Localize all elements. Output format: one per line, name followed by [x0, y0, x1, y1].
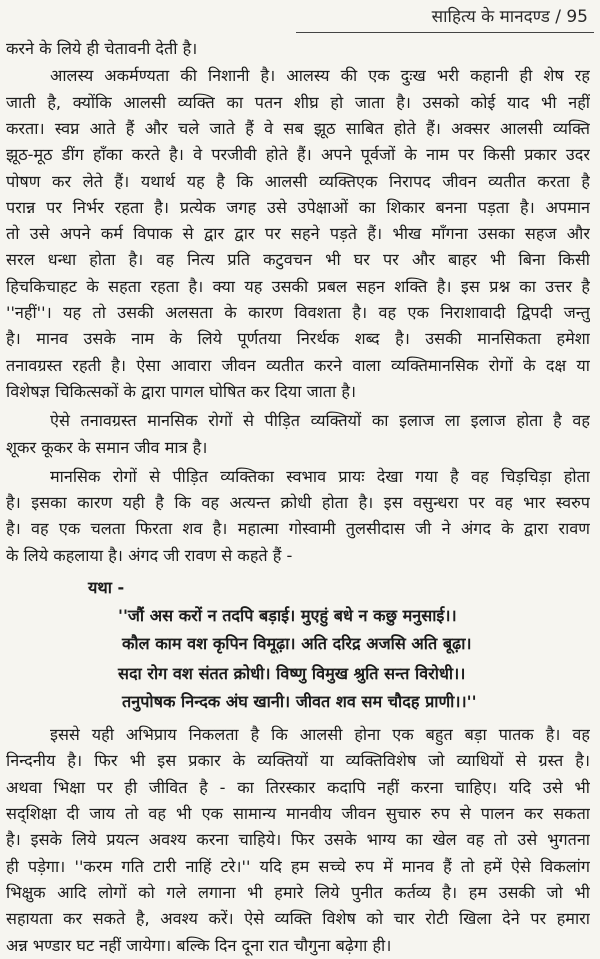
yatha-label: यथा - [88, 577, 125, 597]
text-line: पोषण कर लेते हैं। यथार्थ यह है कि आलसी व्यक्तिएक निरापद जीवन व्यतीत करता है [6, 171, 590, 191]
text-line: सहायता कर सकते है, अवश्य करें। ऐसे व्यक्ति विशेष को चार रोटी खिला देने पर हमारा [6, 909, 590, 929]
text-line: सद्शिक्षा दी जाय तो वह भी एक सामान्य मानवीय जीवन सुचारु रुप से पालन कर सकता [6, 804, 590, 824]
text-line: है। इसके लिये प्रयत्न अवश्य करना चाहिये। फिर उसके भाग्य का खेल वह तो उसे भुगतना [6, 830, 590, 850]
text-line: झूठ-मूठ डींग हाँका करते है। वे परजीवी होते हैं। अपने पूर्वजों के नाम पर किसी प्रकार उदर [6, 145, 590, 165]
text-line: है। इसका कारण यही है कि वह अत्यन्त क्रोधी होता है। इस वसुन्धरा पर वह भार स्वरुप [6, 493, 590, 513]
text-line: ऐसे तनावग्रस्त मानसिक रोगों से पीड़ित व्यक्तियों का इलाज ला इलाज होता है वह [50, 411, 590, 431]
verse-line: सदा रोग वश संतत क्रोधी। विष्णु विमुख श्रुति सन्त विरोधी।। [118, 663, 466, 683]
text-line: के लिये कहलाया है। अंगद जी रावण से कहते हैं - [6, 545, 293, 565]
text-line: ''नहीं''। यह तो उसकी अलसता के कारण विवशता है। वह एक निराशावादी द्विपदी जन्तु [6, 303, 590, 323]
text-line: शूकर कूकर के समान जीव मात्र है। [6, 437, 208, 457]
text-line: करने के लिये ही चेतावनी देती है। [6, 39, 198, 58]
text-line: भिक्षुक आदि लोगों को गले लगाना भी हमारे लिये पुनीत कर्तव्य है। हम उसकी जो भी [6, 883, 590, 903]
text-line: सरल धन्धा होता है। वह नित्य प्रति कटुवचन भी घर पर और बाहर भी बिना किसी [6, 250, 590, 270]
text-line: है। वह एक चलता फिरता शव है। महात्मा गोस्वामी तुलसीदास जी ने अंगद के द्वारा रावण [6, 519, 590, 539]
text-line: विशेषज्ञ चिकित्सकों के द्वारा पागल घोषित कर दिया जाता है। [6, 382, 357, 402]
header-rule [296, 32, 594, 33]
running-header: साहित्य के मानदण्ड / 95 [431, 7, 588, 27]
text-line: परान्न पर निर्भर रहता है। प्रत्येक जगह उसे उपेक्षाओं का शिकार बनना पड़ता है। अपमान [6, 197, 590, 217]
text-line: ही पड़ेगा। ''करम गति टारी नाहिं टरे।'' यदि हम सच्चे रुप में मानव हैं तो हमें ऐसे विकलांग [6, 856, 590, 876]
text-line: अन्न भण्डार घट नहीं जायेगा। बल्कि दिन दूना रात चौगुना बढ़ेगा ही। [6, 935, 392, 955]
text-line: तो उसे अपने कर्म विपाक से द्वार द्वार पर सहने पड़ते हैं। भीख माँगना उसका सहज और [6, 224, 590, 244]
verse-line: कौल काम वश कृपिन विमूढ़ा। अति दरिद्र अजसि अति बूढ़ा। [122, 634, 472, 654]
text-line: हिचकिचाहट के सहता रहता है। क्या यह उसकी प्रबल सहन शक्ति है। इस प्रश्न का उत्तर है [6, 276, 590, 296]
text-line: अथवा भिक्षा पर ही जीवित है - का तिरस्कार कदापि नहीं करना चाहिए। यदि उसे भी [6, 777, 590, 797]
text-line: तनावग्रस्त रहती है। ऐसा आवारा जीवन व्यतीत करने वाला व्यक्तिमानसिक रोगों के दक्ष या [6, 355, 590, 375]
text-line: निन्दनीय है। फिर भी इस प्रकार के व्यक्तियों या व्यक्तिविशेष जो व्याधियों से ग्रस्त है। [6, 751, 590, 771]
text-line: जाती है, क्योंकि आलसी व्यक्ति का पतन शीघ्र हो जाता है। उसको कोई याद भी नहीं [6, 92, 590, 112]
text-line: मानसिक रोगों से पीड़ित व्यक्तिका स्वभाव प्रायः देखा गया है वह चिड़चिड़ा होता [50, 466, 590, 486]
verse-line: ''जौं अस करों न तदपि बड़ाई। मुएहुं बधे न कछु मनुसाई।। [118, 606, 457, 626]
text-line: इससे यही अभिप्राय निकलता है कि आलसी होना एक बहुत बड़ा पातक है। वह [50, 725, 590, 745]
text-line: है। मानव उसके नाम के लिये पूर्णतया निरर्थक शब्द है। उसकी मानसिकता हमेशा [6, 329, 590, 349]
verse-line: तनुपोषक निन्दक अंघ खानी। जीवत शव सम चौदह प्राणी।।'' [122, 692, 477, 711]
text-line: आलस्य अकर्मण्यता की निशानी है। आलस्य की एक दुःख भरी कहानी ही शेष रह [50, 66, 590, 86]
text-line: करता। स्वप्न आते हैं और चले जाते हैं वे सब झूठ साबित होते हैं। अक्सर आलसी व्यक्ति [6, 118, 590, 138]
